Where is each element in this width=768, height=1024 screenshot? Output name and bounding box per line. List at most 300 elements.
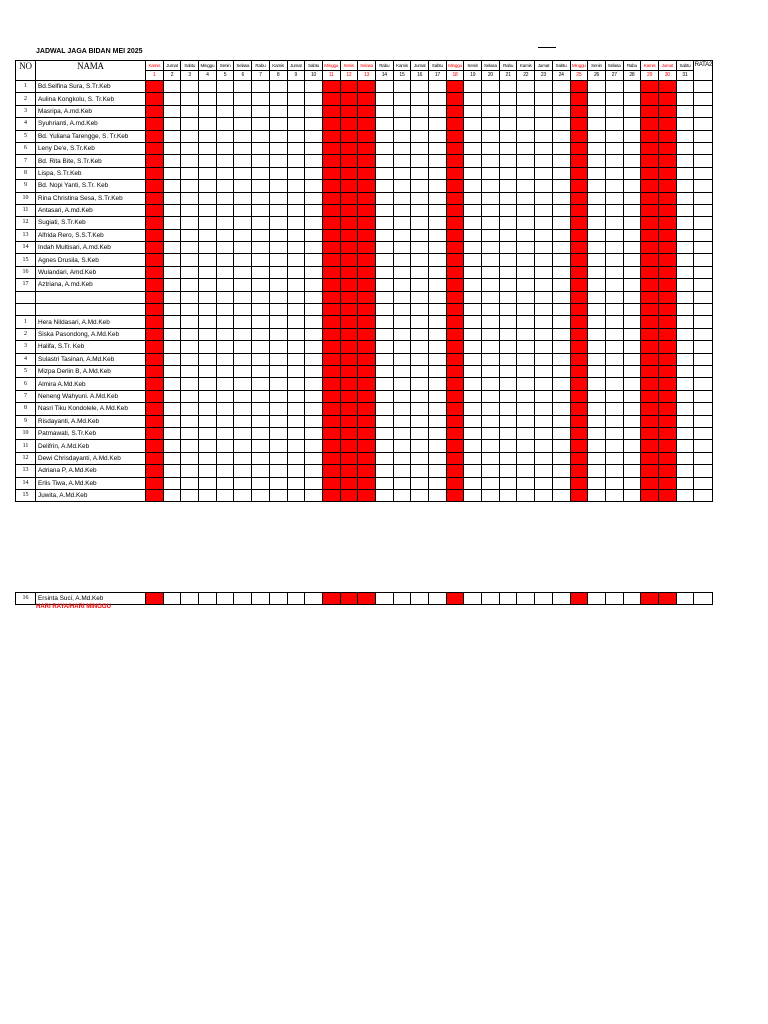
holiday-cell[interactable] <box>446 489 464 501</box>
shift-cell[interactable] <box>482 130 500 142</box>
shift-cell[interactable] <box>305 291 323 303</box>
shift-cell[interactable] <box>287 279 305 291</box>
shift-cell[interactable] <box>287 254 305 266</box>
shift-cell[interactable] <box>305 477 323 489</box>
shift-cell[interactable] <box>269 204 287 216</box>
shift-cell[interactable] <box>499 427 517 439</box>
shift-cell[interactable] <box>216 217 234 229</box>
shift-cell[interactable] <box>623 229 641 241</box>
shift-cell[interactable] <box>234 291 252 303</box>
shift-cell[interactable] <box>482 93 500 105</box>
average-cell[interactable] <box>694 427 713 439</box>
holiday-cell[interactable] <box>340 304 358 316</box>
shift-cell[interactable] <box>588 341 606 353</box>
holiday-cell[interactable] <box>322 427 340 439</box>
shift-cell[interactable] <box>375 465 393 477</box>
shift-cell[interactable] <box>199 316 217 328</box>
shift-cell[interactable] <box>499 217 517 229</box>
holiday-cell[interactable] <box>322 93 340 105</box>
shift-cell[interactable] <box>623 155 641 167</box>
shift-cell[interactable] <box>375 427 393 439</box>
shift-cell[interactable] <box>535 130 553 142</box>
holiday-cell[interactable] <box>658 378 676 390</box>
shift-cell[interactable] <box>199 142 217 154</box>
shift-cell[interactable] <box>199 593 217 605</box>
holiday-cell[interactable] <box>146 440 164 452</box>
shift-cell[interactable] <box>375 254 393 266</box>
shift-cell[interactable] <box>517 105 535 117</box>
shift-cell[interactable] <box>676 316 694 328</box>
shift-cell[interactable] <box>676 365 694 377</box>
holiday-cell[interactable] <box>641 254 659 266</box>
shift-cell[interactable] <box>517 229 535 241</box>
shift-cell[interactable] <box>429 291 447 303</box>
shift-cell[interactable] <box>429 489 447 501</box>
holiday-cell[interactable] <box>570 593 588 605</box>
shift-cell[interactable] <box>676 81 694 93</box>
holiday-cell[interactable] <box>146 403 164 415</box>
shift-cell[interactable] <box>305 242 323 254</box>
shift-cell[interactable] <box>482 390 500 402</box>
shift-cell[interactable] <box>216 130 234 142</box>
shift-cell[interactable] <box>623 353 641 365</box>
holiday-cell[interactable] <box>641 427 659 439</box>
shift-cell[interactable] <box>552 353 570 365</box>
shift-cell[interactable] <box>163 353 181 365</box>
holiday-cell[interactable] <box>146 365 164 377</box>
holiday-cell[interactable] <box>322 291 340 303</box>
shift-cell[interactable] <box>588 242 606 254</box>
shift-cell[interactable] <box>269 266 287 278</box>
shift-cell[interactable] <box>623 180 641 192</box>
shift-cell[interactable] <box>234 427 252 439</box>
shift-cell[interactable] <box>269 142 287 154</box>
shift-cell[interactable] <box>429 316 447 328</box>
shift-cell[interactable] <box>234 353 252 365</box>
shift-cell[interactable] <box>482 365 500 377</box>
holiday-cell[interactable] <box>570 365 588 377</box>
shift-cell[interactable] <box>181 118 199 130</box>
shift-cell[interactable] <box>216 353 234 365</box>
holiday-cell[interactable] <box>641 217 659 229</box>
shift-cell[interactable] <box>429 130 447 142</box>
holiday-cell[interactable] <box>358 204 376 216</box>
holiday-cell[interactable] <box>446 93 464 105</box>
average-cell[interactable] <box>694 192 713 204</box>
shift-cell[interactable] <box>216 328 234 340</box>
shift-cell[interactable] <box>216 440 234 452</box>
holiday-cell[interactable] <box>658 229 676 241</box>
shift-cell[interactable] <box>216 427 234 439</box>
holiday-cell[interactable] <box>446 167 464 179</box>
shift-cell[interactable] <box>199 390 217 402</box>
shift-cell[interactable] <box>517 217 535 229</box>
holiday-cell[interactable] <box>570 427 588 439</box>
shift-cell[interactable] <box>552 489 570 501</box>
shift-cell[interactable] <box>393 242 411 254</box>
shift-cell[interactable] <box>163 341 181 353</box>
shift-cell[interactable] <box>216 378 234 390</box>
shift-cell[interactable] <box>411 593 429 605</box>
shift-cell[interactable] <box>623 254 641 266</box>
shift-cell[interactable] <box>605 155 623 167</box>
shift-cell[interactable] <box>676 593 694 605</box>
shift-cell[interactable] <box>499 167 517 179</box>
shift-cell[interactable] <box>535 316 553 328</box>
average-cell[interactable] <box>694 130 713 142</box>
shift-cell[interactable] <box>234 81 252 93</box>
shift-cell[interactable] <box>464 180 482 192</box>
shift-cell[interactable] <box>393 390 411 402</box>
holiday-cell[interactable] <box>358 130 376 142</box>
shift-cell[interactable] <box>252 130 270 142</box>
shift-cell[interactable] <box>588 167 606 179</box>
shift-cell[interactable] <box>517 341 535 353</box>
shift-cell[interactable] <box>287 304 305 316</box>
shift-cell[interactable] <box>305 93 323 105</box>
shift-cell[interactable] <box>181 593 199 605</box>
shift-cell[interactable] <box>411 229 429 241</box>
shift-cell[interactable] <box>216 204 234 216</box>
shift-cell[interactable] <box>464 192 482 204</box>
shift-cell[interactable] <box>429 217 447 229</box>
shift-cell[interactable] <box>605 266 623 278</box>
holiday-cell[interactable] <box>146 304 164 316</box>
shift-cell[interactable] <box>535 180 553 192</box>
shift-cell[interactable] <box>287 118 305 130</box>
shift-cell[interactable] <box>252 291 270 303</box>
shift-cell[interactable] <box>429 365 447 377</box>
shift-cell[interactable] <box>535 440 553 452</box>
holiday-cell[interactable] <box>446 130 464 142</box>
shift-cell[interactable] <box>517 254 535 266</box>
shift-cell[interactable] <box>482 192 500 204</box>
holiday-cell[interactable] <box>446 477 464 489</box>
shift-cell[interactable] <box>552 452 570 464</box>
shift-cell[interactable] <box>269 279 287 291</box>
shift-cell[interactable] <box>163 593 181 605</box>
holiday-cell[interactable] <box>641 180 659 192</box>
shift-cell[interactable] <box>605 217 623 229</box>
holiday-cell[interactable] <box>570 489 588 501</box>
shift-cell[interactable] <box>499 192 517 204</box>
holiday-cell[interactable] <box>146 93 164 105</box>
holiday-cell[interactable] <box>658 167 676 179</box>
shift-cell[interactable] <box>216 279 234 291</box>
shift-cell[interactable] <box>499 81 517 93</box>
shift-cell[interactable] <box>216 291 234 303</box>
holiday-cell[interactable] <box>446 365 464 377</box>
shift-cell[interactable] <box>216 118 234 130</box>
shift-cell[interactable] <box>252 593 270 605</box>
holiday-cell[interactable] <box>658 81 676 93</box>
holiday-cell[interactable] <box>641 341 659 353</box>
shift-cell[interactable] <box>163 440 181 452</box>
shift-cell[interactable] <box>234 415 252 427</box>
holiday-cell[interactable] <box>322 155 340 167</box>
shift-cell[interactable] <box>588 130 606 142</box>
shift-cell[interactable] <box>482 378 500 390</box>
holiday-cell[interactable] <box>358 155 376 167</box>
shift-cell[interactable] <box>676 192 694 204</box>
holiday-cell[interactable] <box>658 440 676 452</box>
shift-cell[interactable] <box>375 204 393 216</box>
shift-cell[interactable] <box>676 155 694 167</box>
shift-cell[interactable] <box>287 427 305 439</box>
shift-cell[interactable] <box>375 291 393 303</box>
shift-cell[interactable] <box>216 341 234 353</box>
shift-cell[interactable] <box>482 341 500 353</box>
shift-cell[interactable] <box>482 291 500 303</box>
shift-cell[interactable] <box>676 304 694 316</box>
shift-cell[interactable] <box>552 118 570 130</box>
holiday-cell[interactable] <box>570 81 588 93</box>
shift-cell[interactable] <box>464 489 482 501</box>
holiday-cell[interactable] <box>322 254 340 266</box>
shift-cell[interactable] <box>605 378 623 390</box>
holiday-cell[interactable] <box>570 291 588 303</box>
shift-cell[interactable] <box>269 155 287 167</box>
holiday-cell[interactable] <box>446 291 464 303</box>
shift-cell[interactable] <box>464 118 482 130</box>
holiday-cell[interactable] <box>641 304 659 316</box>
shift-cell[interactable] <box>269 118 287 130</box>
shift-cell[interactable] <box>163 266 181 278</box>
shift-cell[interactable] <box>588 440 606 452</box>
shift-cell[interactable] <box>588 489 606 501</box>
shift-cell[interactable] <box>552 390 570 402</box>
shift-cell[interactable] <box>216 465 234 477</box>
shift-cell[interactable] <box>552 465 570 477</box>
shift-cell[interactable] <box>252 254 270 266</box>
shift-cell[interactable] <box>411 328 429 340</box>
shift-cell[interactable] <box>269 341 287 353</box>
shift-cell[interactable] <box>393 316 411 328</box>
shift-cell[interactable] <box>393 130 411 142</box>
holiday-cell[interactable] <box>340 452 358 464</box>
shift-cell[interactable] <box>252 365 270 377</box>
shift-cell[interactable] <box>393 353 411 365</box>
shift-cell[interactable] <box>181 378 199 390</box>
holiday-cell[interactable] <box>358 452 376 464</box>
shift-cell[interactable] <box>535 477 553 489</box>
shift-cell[interactable] <box>234 593 252 605</box>
shift-cell[interactable] <box>605 130 623 142</box>
shift-cell[interactable] <box>393 365 411 377</box>
shift-cell[interactable] <box>411 242 429 254</box>
holiday-cell[interactable] <box>340 81 358 93</box>
shift-cell[interactable] <box>269 105 287 117</box>
shift-cell[interactable] <box>429 341 447 353</box>
shift-cell[interactable] <box>199 353 217 365</box>
holiday-cell[interactable] <box>658 242 676 254</box>
shift-cell[interactable] <box>499 390 517 402</box>
average-cell[interactable] <box>694 229 713 241</box>
holiday-cell[interactable] <box>322 403 340 415</box>
shift-cell[interactable] <box>588 81 606 93</box>
shift-cell[interactable] <box>411 353 429 365</box>
shift-cell[interactable] <box>269 415 287 427</box>
shift-cell[interactable] <box>464 167 482 179</box>
shift-cell[interactable] <box>605 254 623 266</box>
holiday-cell[interactable] <box>358 180 376 192</box>
shift-cell[interactable] <box>305 229 323 241</box>
holiday-cell[interactable] <box>570 204 588 216</box>
average-cell[interactable] <box>694 266 713 278</box>
shift-cell[interactable] <box>181 279 199 291</box>
shift-cell[interactable] <box>181 415 199 427</box>
holiday-cell[interactable] <box>570 378 588 390</box>
shift-cell[interactable] <box>216 105 234 117</box>
holiday-cell[interactable] <box>358 93 376 105</box>
shift-cell[interactable] <box>464 415 482 427</box>
holiday-cell[interactable] <box>358 403 376 415</box>
shift-cell[interactable] <box>234 118 252 130</box>
shift-cell[interactable] <box>181 254 199 266</box>
shift-cell[interactable] <box>517 365 535 377</box>
shift-cell[interactable] <box>535 328 553 340</box>
average-cell[interactable] <box>694 254 713 266</box>
shift-cell[interactable] <box>676 118 694 130</box>
shift-cell[interactable] <box>163 427 181 439</box>
shift-cell[interactable] <box>287 266 305 278</box>
holiday-cell[interactable] <box>340 105 358 117</box>
shift-cell[interactable] <box>234 452 252 464</box>
shift-cell[interactable] <box>464 316 482 328</box>
holiday-cell[interactable] <box>358 254 376 266</box>
holiday-cell[interactable] <box>446 155 464 167</box>
holiday-cell[interactable] <box>340 130 358 142</box>
average-cell[interactable] <box>694 390 713 402</box>
shift-cell[interactable] <box>287 353 305 365</box>
shift-cell[interactable] <box>517 167 535 179</box>
shift-cell[interactable] <box>234 93 252 105</box>
shift-cell[interactable] <box>517 204 535 216</box>
shift-cell[interactable] <box>252 427 270 439</box>
holiday-cell[interactable] <box>658 217 676 229</box>
average-cell[interactable] <box>694 204 713 216</box>
shift-cell[interactable] <box>623 130 641 142</box>
holiday-cell[interactable] <box>446 353 464 365</box>
average-cell[interactable] <box>694 415 713 427</box>
holiday-cell[interactable] <box>658 353 676 365</box>
shift-cell[interactable] <box>623 341 641 353</box>
shift-cell[interactable] <box>199 427 217 439</box>
shift-cell[interactable] <box>216 142 234 154</box>
shift-cell[interactable] <box>393 415 411 427</box>
shift-cell[interactable] <box>199 365 217 377</box>
shift-cell[interactable] <box>535 403 553 415</box>
shift-cell[interactable] <box>535 105 553 117</box>
shift-cell[interactable] <box>676 142 694 154</box>
holiday-cell[interactable] <box>446 254 464 266</box>
shift-cell[interactable] <box>199 465 217 477</box>
shift-cell[interactable] <box>552 254 570 266</box>
shift-cell[interactable] <box>181 477 199 489</box>
holiday-cell[interactable] <box>340 217 358 229</box>
shift-cell[interactable] <box>234 167 252 179</box>
shift-cell[interactable] <box>181 81 199 93</box>
shift-cell[interactable] <box>216 593 234 605</box>
holiday-cell[interactable] <box>340 180 358 192</box>
shift-cell[interactable] <box>605 452 623 464</box>
shift-cell[interactable] <box>676 489 694 501</box>
shift-cell[interactable] <box>623 427 641 439</box>
shift-cell[interactable] <box>411 341 429 353</box>
shift-cell[interactable] <box>517 415 535 427</box>
shift-cell[interactable] <box>216 192 234 204</box>
shift-cell[interactable] <box>199 81 217 93</box>
shift-cell[interactable] <box>482 279 500 291</box>
shift-cell[interactable] <box>499 316 517 328</box>
holiday-cell[interactable] <box>358 593 376 605</box>
shift-cell[interactable] <box>305 266 323 278</box>
shift-cell[interactable] <box>393 403 411 415</box>
shift-cell[interactable] <box>216 242 234 254</box>
shift-cell[interactable] <box>535 204 553 216</box>
shift-cell[interactable] <box>252 403 270 415</box>
shift-cell[interactable] <box>605 390 623 402</box>
shift-cell[interactable] <box>305 440 323 452</box>
shift-cell[interactable] <box>199 105 217 117</box>
shift-cell[interactable] <box>393 118 411 130</box>
average-cell[interactable] <box>694 167 713 179</box>
shift-cell[interactable] <box>252 316 270 328</box>
shift-cell[interactable] <box>552 192 570 204</box>
holiday-cell[interactable] <box>658 142 676 154</box>
holiday-cell[interactable] <box>641 403 659 415</box>
shift-cell[interactable] <box>517 489 535 501</box>
shift-cell[interactable] <box>305 365 323 377</box>
shift-cell[interactable] <box>305 378 323 390</box>
shift-cell[interactable] <box>623 142 641 154</box>
average-cell[interactable] <box>694 105 713 117</box>
holiday-cell[interactable] <box>641 328 659 340</box>
shift-cell[interactable] <box>411 378 429 390</box>
holiday-cell[interactable] <box>658 118 676 130</box>
shift-cell[interactable] <box>287 465 305 477</box>
shift-cell[interactable] <box>411 81 429 93</box>
shift-cell[interactable] <box>411 489 429 501</box>
shift-cell[interactable] <box>411 403 429 415</box>
shift-cell[interactable] <box>411 415 429 427</box>
shift-cell[interactable] <box>269 180 287 192</box>
shift-cell[interactable] <box>216 254 234 266</box>
shift-cell[interactable] <box>287 328 305 340</box>
shift-cell[interactable] <box>517 403 535 415</box>
shift-cell[interactable] <box>393 593 411 605</box>
shift-cell[interactable] <box>181 440 199 452</box>
holiday-cell[interactable] <box>446 118 464 130</box>
holiday-cell[interactable] <box>358 465 376 477</box>
shift-cell[interactable] <box>216 180 234 192</box>
holiday-cell[interactable] <box>658 105 676 117</box>
shift-cell[interactable] <box>517 427 535 439</box>
shift-cell[interactable] <box>535 142 553 154</box>
shift-cell[interactable] <box>499 489 517 501</box>
holiday-cell[interactable] <box>340 93 358 105</box>
holiday-cell[interactable] <box>358 440 376 452</box>
shift-cell[interactable] <box>517 81 535 93</box>
holiday-cell[interactable] <box>570 242 588 254</box>
shift-cell[interactable] <box>163 204 181 216</box>
shift-cell[interactable] <box>499 279 517 291</box>
shift-cell[interactable] <box>464 477 482 489</box>
holiday-cell[interactable] <box>658 266 676 278</box>
shift-cell[interactable] <box>429 266 447 278</box>
holiday-cell[interactable] <box>658 452 676 464</box>
shift-cell[interactable] <box>216 81 234 93</box>
